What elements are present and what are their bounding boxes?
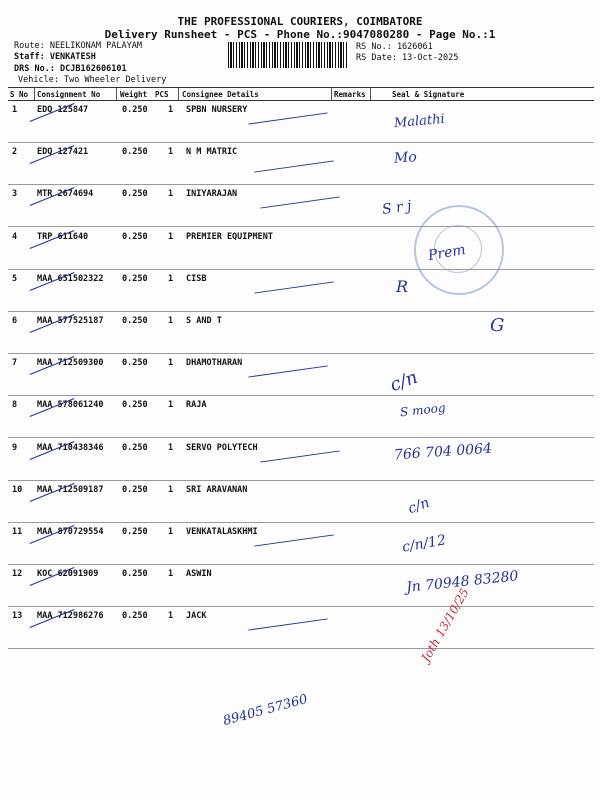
- row-weight: 0.250: [122, 231, 148, 242]
- row-consignment-no: MAA 578061240: [37, 400, 104, 411]
- row-consignment-no: MTR 2674694: [37, 189, 94, 200]
- row-weight: 0.250: [122, 105, 148, 115]
- row-consignment-no: MAA 712509187: [37, 484, 104, 495]
- row-sno: 8: [12, 400, 18, 411]
- row-pcs: 1: [168, 611, 174, 622]
- row-weight: 0.250: [122, 527, 148, 537]
- signature: Joth 13/10/25: [418, 586, 472, 665]
- table-row: [8, 564, 594, 607]
- row-consignee: ASWIN: [186, 569, 212, 580]
- row-consignee: S AND T: [186, 316, 222, 326]
- row-pcs: 1: [168, 569, 174, 580]
- row-weight: 0.250: [122, 358, 148, 369]
- row-sno: 12: [12, 569, 23, 580]
- col-signature: Seal & Signature: [392, 90, 465, 99]
- row-sno: 7: [12, 358, 18, 369]
- table-row: [8, 480, 594, 523]
- pen-stroke: [260, 197, 339, 209]
- row-weight: 0.250: [122, 569, 148, 580]
- signature: Malathi: [393, 111, 446, 132]
- pen-stroke: [248, 112, 327, 124]
- page-title: THE PROFESSIONAL COURIERS, COIMBATORE: [177, 15, 423, 28]
- row-pcs: 1: [168, 231, 174, 242]
- row-consignee: INIYARAJAN: [186, 189, 238, 200]
- signature: S r j: [381, 198, 413, 219]
- staff-label: Staff: VENKATESH: [14, 52, 96, 62]
- signature: 766 704 0064: [393, 440, 493, 463]
- row-sno: 4: [12, 231, 18, 242]
- row-consignee: N M MATRIC: [186, 147, 238, 158]
- table-row: [8, 586, 594, 665]
- row-pcs: 1: [168, 484, 174, 495]
- row-sno: 5: [12, 273, 18, 284]
- row-pcs: 1: [168, 189, 174, 200]
- col-weight: Weight: [120, 90, 148, 99]
- col-consignment: Consignment No: [37, 90, 101, 99]
- row-weight: 0.250: [122, 273, 148, 284]
- signature: c/n: [387, 367, 421, 397]
- row-pcs: 1: [168, 105, 174, 115]
- row-consignee: VENKATALASKHMI: [186, 527, 258, 537]
- pen-stroke: [248, 619, 327, 631]
- row-consignment-no: EDQ 127421: [37, 147, 89, 158]
- pen-stroke: [248, 366, 327, 378]
- row-consignment-no: MAA 712509300: [37, 358, 104, 369]
- row-weight: 0.250: [122, 147, 148, 158]
- vehicle-label: Vehicle: Two Wheeler Delivery: [18, 75, 167, 85]
- row-sno: 6: [12, 316, 18, 326]
- row-weight: 0.250: [122, 189, 148, 200]
- signature: S moog: [399, 401, 447, 420]
- col-sno: S No: [10, 90, 29, 99]
- row-consignment-no: KOC 62091909: [37, 569, 99, 580]
- row-pcs: 1: [168, 316, 174, 326]
- col-remarks: Remarks: [334, 90, 366, 99]
- row-pcs: 1: [168, 358, 174, 369]
- signature: c/n: [405, 494, 432, 518]
- row-weight: 0.250: [122, 400, 148, 411]
- row-pcs: 1: [168, 147, 174, 158]
- barcode: [228, 42, 348, 68]
- row-consignee: SPBN NURSERY: [186, 105, 248, 115]
- table-row: [8, 142, 594, 185]
- row-consignment-no: MAA 870729554: [37, 527, 104, 537]
- row-consignment-no: MAA 651502322: [37, 273, 104, 284]
- signature: c/n/12: [400, 532, 448, 556]
- signature: Jn 70948 83280: [405, 568, 520, 597]
- row-weight: 0.250: [122, 442, 148, 453]
- handwritten-note: 89405 57360: [221, 692, 310, 729]
- signature: Prem: [426, 241, 467, 264]
- rs-date: RS Date: 13-Oct-2025: [356, 53, 459, 63]
- row-consignee: DHAMOTHARAN: [186, 358, 243, 369]
- row-consignee: SERVO POLYTECH: [186, 442, 258, 453]
- rs-number: RS No.: 1626061: [356, 42, 433, 52]
- row-pcs: 1: [168, 273, 174, 284]
- row-pcs: 1: [168, 400, 174, 411]
- row-weight: 0.250: [122, 316, 148, 326]
- row-consignment-no: MAA 577525187: [37, 316, 104, 326]
- row-consignee: CISB: [186, 273, 207, 284]
- pen-stroke: [254, 281, 333, 293]
- row-consignment-no: MAA 710438346: [37, 442, 104, 453]
- row-pcs: 1: [168, 527, 174, 537]
- table-top-rule: [8, 87, 594, 88]
- table-row: [8, 100, 594, 143]
- row-sno: 3: [12, 189, 18, 200]
- table-row: [8, 353, 594, 396]
- table-row: [8, 395, 594, 438]
- row-sno: 10: [12, 484, 23, 495]
- row-consignment-no: MAA 712986276: [37, 611, 104, 622]
- row-consignee: PREMIER EQUIPMENT: [186, 231, 273, 242]
- row-consignee: SRI ARAVANAN: [186, 484, 248, 495]
- signature: G: [490, 315, 505, 336]
- signature: R: [396, 276, 409, 296]
- row-sno: 2: [12, 147, 18, 158]
- signature: Mo: [393, 149, 418, 167]
- pen-stroke: [254, 534, 333, 546]
- table-row: [8, 522, 594, 565]
- row-sno: 13: [12, 611, 23, 622]
- col-consignee: Consignee Details: [182, 90, 259, 99]
- row-weight: 0.250: [122, 484, 148, 495]
- table-row: [8, 311, 594, 354]
- row-consignment-no: TRP 611640: [37, 231, 89, 242]
- row-consignment-no: EDQ 125847: [37, 105, 89, 115]
- pen-stroke: [254, 161, 333, 173]
- drs-label: DRS No.: DCJB162606101: [14, 64, 127, 74]
- row-sno: 9: [12, 442, 18, 453]
- route-label: Route: NEELIKONAM PALAYAM: [14, 41, 142, 51]
- row-pcs: 1: [168, 442, 174, 453]
- table-row: [8, 438, 594, 481]
- row-consignee: JACK: [186, 611, 207, 622]
- table-row: [8, 227, 594, 270]
- page-subtitle: Delivery Runsheet - PCS - Phone No.:9047080280 - Page No.:1: [104, 28, 496, 41]
- row-sno: 1: [12, 105, 18, 115]
- pen-stroke: [260, 450, 339, 462]
- row-weight: 0.250: [122, 611, 148, 622]
- table-row: [8, 184, 594, 227]
- row-sno: 11: [12, 527, 23, 537]
- table-row: [8, 269, 594, 312]
- row-consignee: RAJA: [186, 400, 207, 411]
- col-pcs: PCS: [155, 90, 169, 99]
